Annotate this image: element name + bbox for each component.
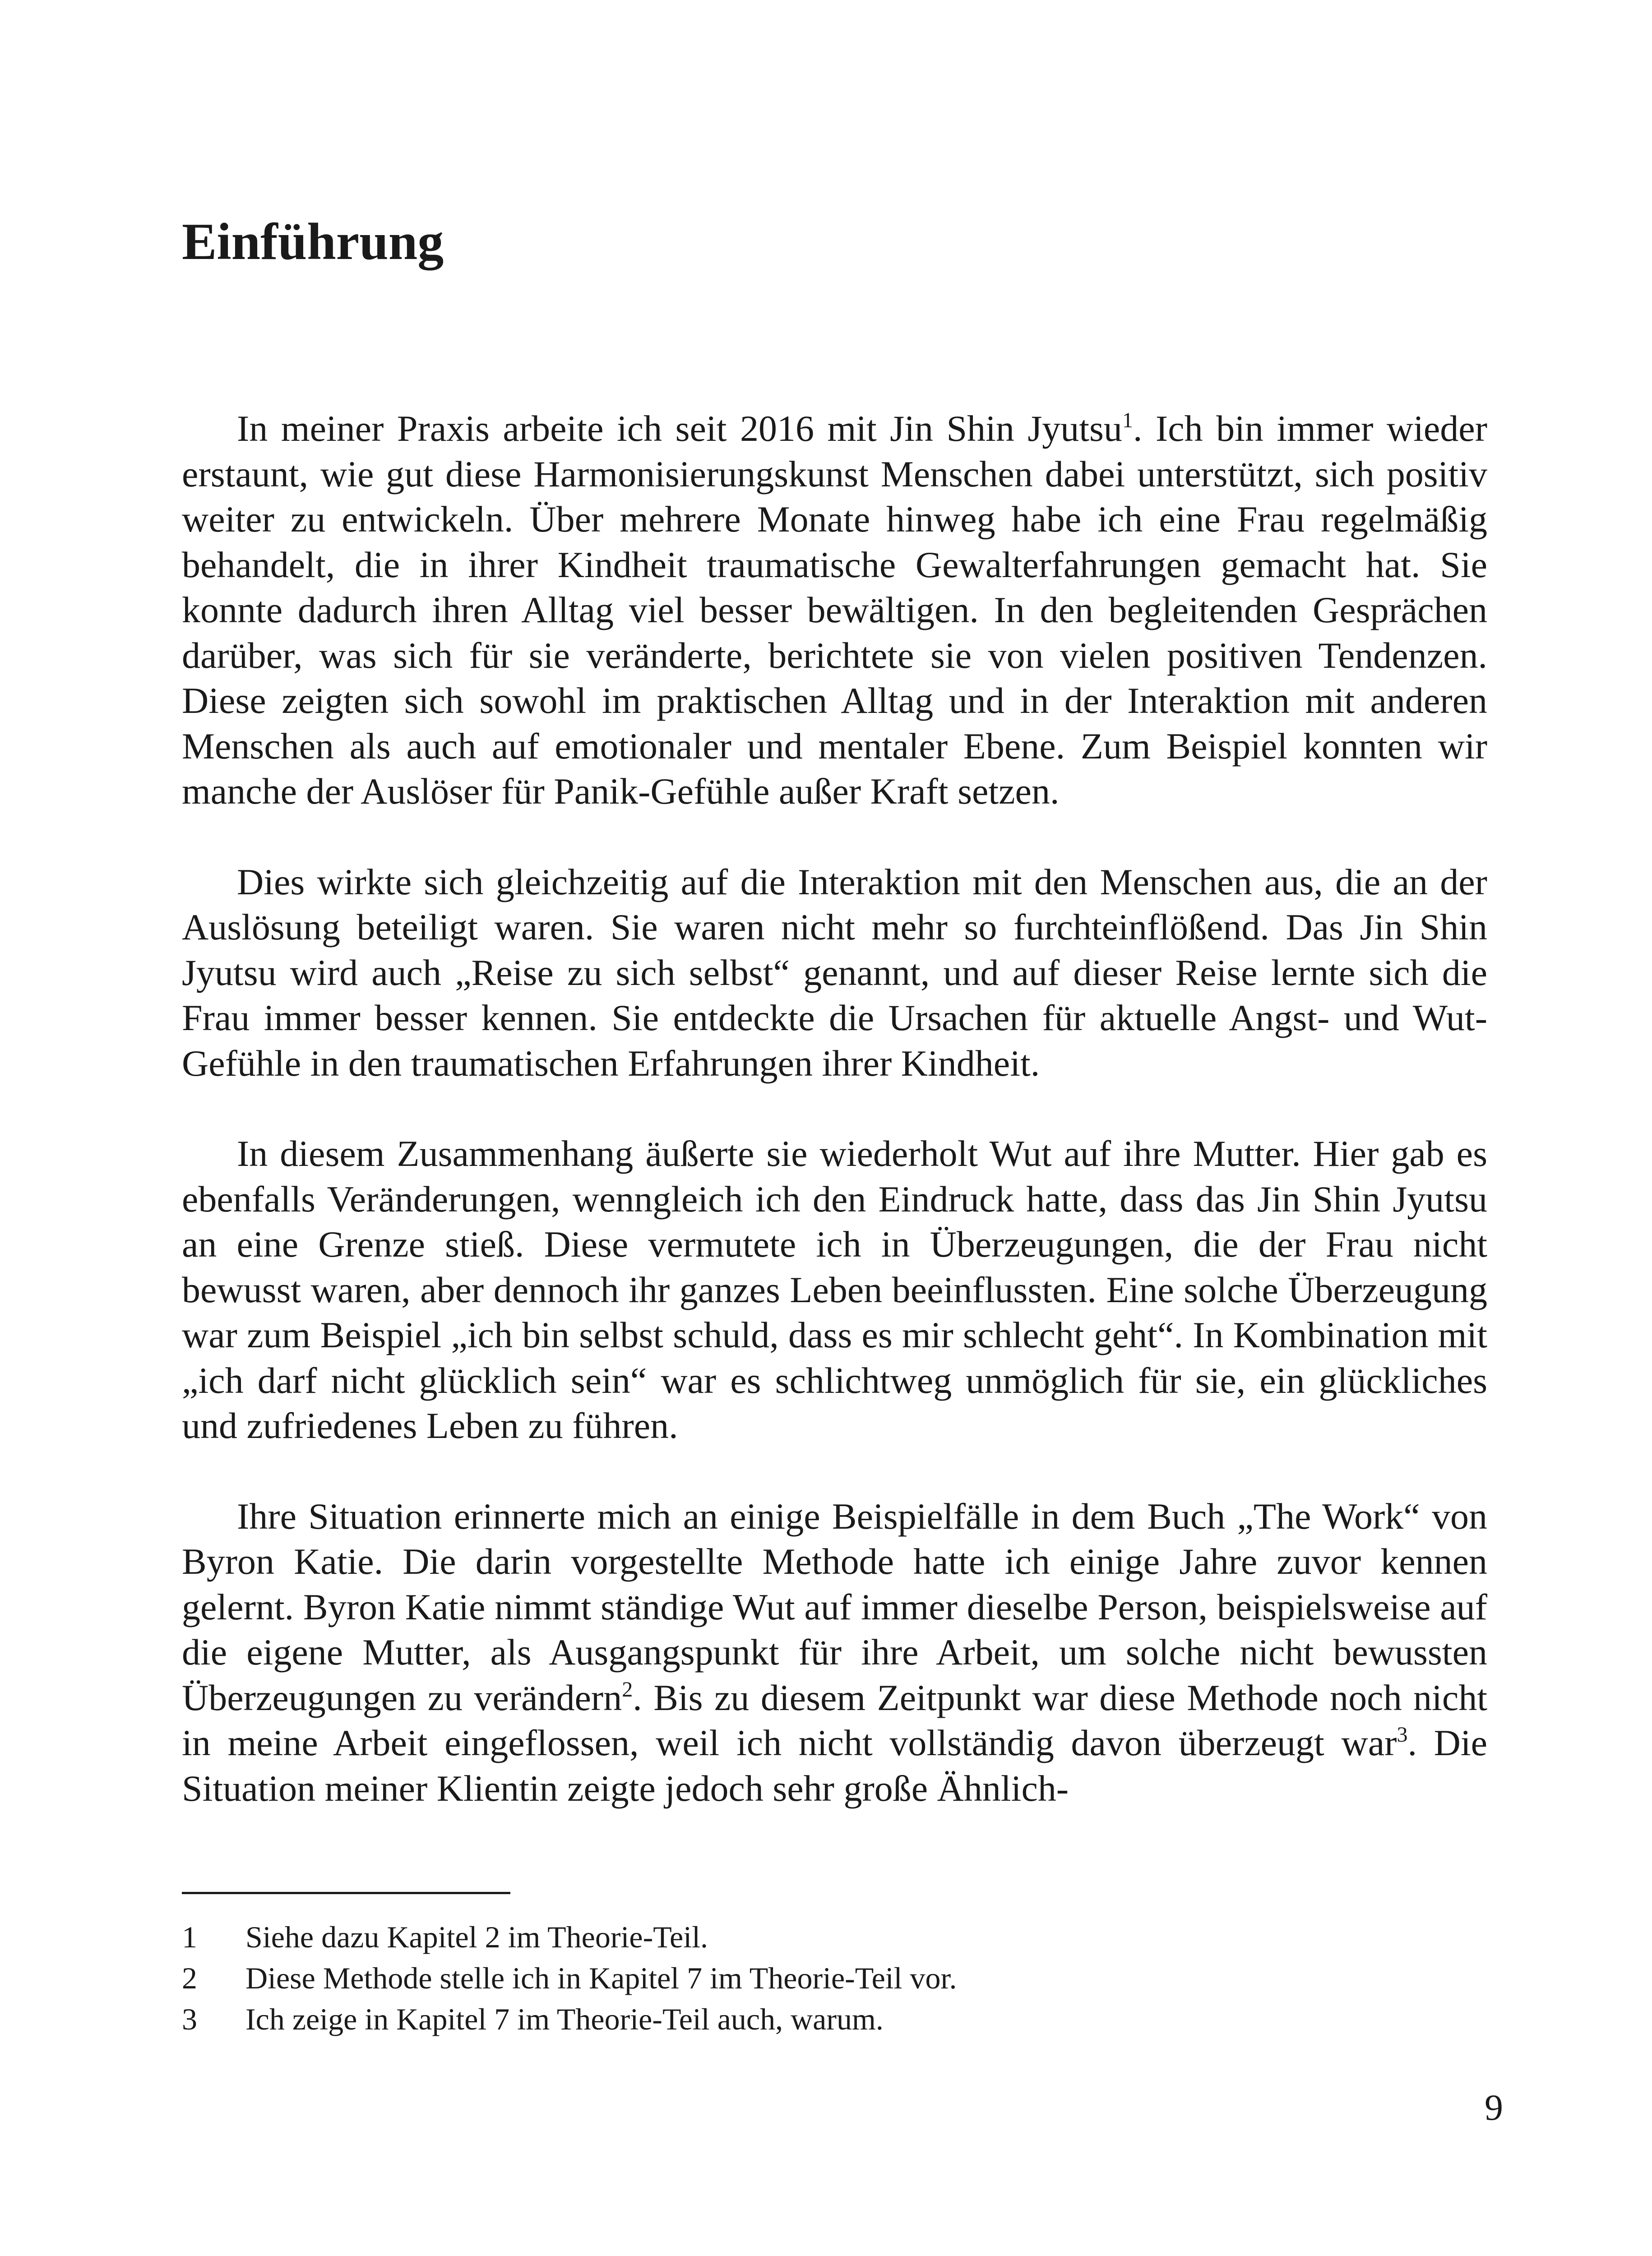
paragraph <box>182 1131 1487 1449</box>
footnote-number: 2 <box>182 1961 197 1995</box>
footnote-divider <box>182 1892 510 1894</box>
paragraph-text: In diesem Zusammenhang äußerte sie wiederholt Wut auf ihre Mutter. Hier gab es ebenfalls Veränderungen, wenngleich ich den Eindruck hatte, dass das Jin Shin Jyutsu an eine Grenze stieß. Diese vermutete ich in Überzeugungen, die der Frau nicht bewusst waren, aber dennoch ihr ganzes Leben beeinflussten. Eine solche Überzeugung war zum Beispiel „ich bin selbst schuld, dass es mir schlecht geht“. In Kombination mit „ich darf nicht glücklich sein“ war es schlichtweg unmöglich für sie, ein glückliches und zufriedenes Leben zu führen. <box>182 1133 1487 1446</box>
footnote-reference: 2 <box>622 1677 633 1701</box>
footnotes <box>182 1917 1487 2040</box>
paragraph-text: In meiner Praxis arbeite ich seit 2016 mit Jin Shin Jyutsu <box>237 408 1122 449</box>
paragraph <box>182 860 1487 1086</box>
footnote-reference: 1 <box>1122 408 1133 432</box>
paragraph-text: . Bis zu diesem Zeitpunkt war diese Methode noch nicht in meine Arbeit eingeflossen, weil ich nicht vollständig davon überzeugt war <box>182 1677 1488 1763</box>
footnote-number: 1 <box>182 1920 197 1954</box>
footnote-text: Siehe dazu Kapitel 2 im Theorie-Teil. <box>245 1920 708 1954</box>
page-number: 9 <box>1485 2087 1503 2128</box>
footnote-item <box>182 1917 1487 1958</box>
paragraph-text: . Die Situation meiner Klientin zeigte jedoch sehr große Ähnlich- <box>182 1722 1487 1809</box>
footnote-item <box>182 1958 1487 1999</box>
page-title: Einführung <box>182 213 444 271</box>
footnote-text: Ich zeige in Kapitel 7 im Theorie-Teil auch, warum. <box>245 2002 884 2036</box>
paragraph-text: Dies wirkte sich gleichzeitig auf die Interaktion mit den Menschen aus, die an der Auslösung beteiligt waren. Sie waren nicht mehr so furchteinflößend. Das Jin Shin Jyutsu wird auch „Reise zu sich selbst“ genannt, und auf dieser Reise lernte sich die Frau immer besser kennen. Sie entdeckte die Ursachen für aktuelle Angst- und Wut-Gefühle in den traumatischen Erfahrungen ihrer Kindheit. <box>182 861 1487 1084</box>
footnote-reference: 3 <box>1397 1723 1408 1747</box>
footnote-item <box>182 1999 1487 2040</box>
paragraph-text: . Ich bin immer wieder erstaunt, wie gut diese Harmonisierungskunst Menschen dabei unterstützt, sich positiv weiter zu entwickeln. Über mehrere Monate hinweg habe ich eine Frau regelmäßig behandelt, die in ihrer Kindheit traumatische Gewalterfahrungen gemacht hat. Sie konnte dadurch ihren Alltag viel besser bewältigen. In den begleitenden Gesprächen darüber, was sich für sie veränderte, berichtete sie von vielen positiven Tendenzen. Diese zeigten sich sowohl im praktischen Alltag und in der Interaktion mit anderen Menschen als auch auf emotionaler und mentaler Ebene. Zum Beispiel konnten wir manche der Auslöser für Panik-Gefühle außer Kraft setzen. <box>182 408 1487 812</box>
paragraph-text: Ihre Situation erinnerte mich an einige Beispielfälle in dem Buch „The Work“ von Byron Katie. Die darin vorgestellte Methode hatte ich einige Jahre zuvor kennen gelernt. Byron Katie nimmt ständige Wut auf immer dieselbe Person, beispielsweise auf die eigene Mutter, als Ausgangspunkt für ihre Arbeit, um solche nicht bewussten Überzeugungen zu verändern <box>182 1495 1487 1718</box>
footnote-text: Diese Methode stelle ich in Kapitel 7 im Theorie-Teil vor. <box>245 1961 957 1995</box>
paragraph <box>182 1494 1487 1812</box>
footnote-number: 3 <box>182 2002 197 2036</box>
paragraph <box>182 406 1487 814</box>
body-text <box>182 406 1487 1811</box>
